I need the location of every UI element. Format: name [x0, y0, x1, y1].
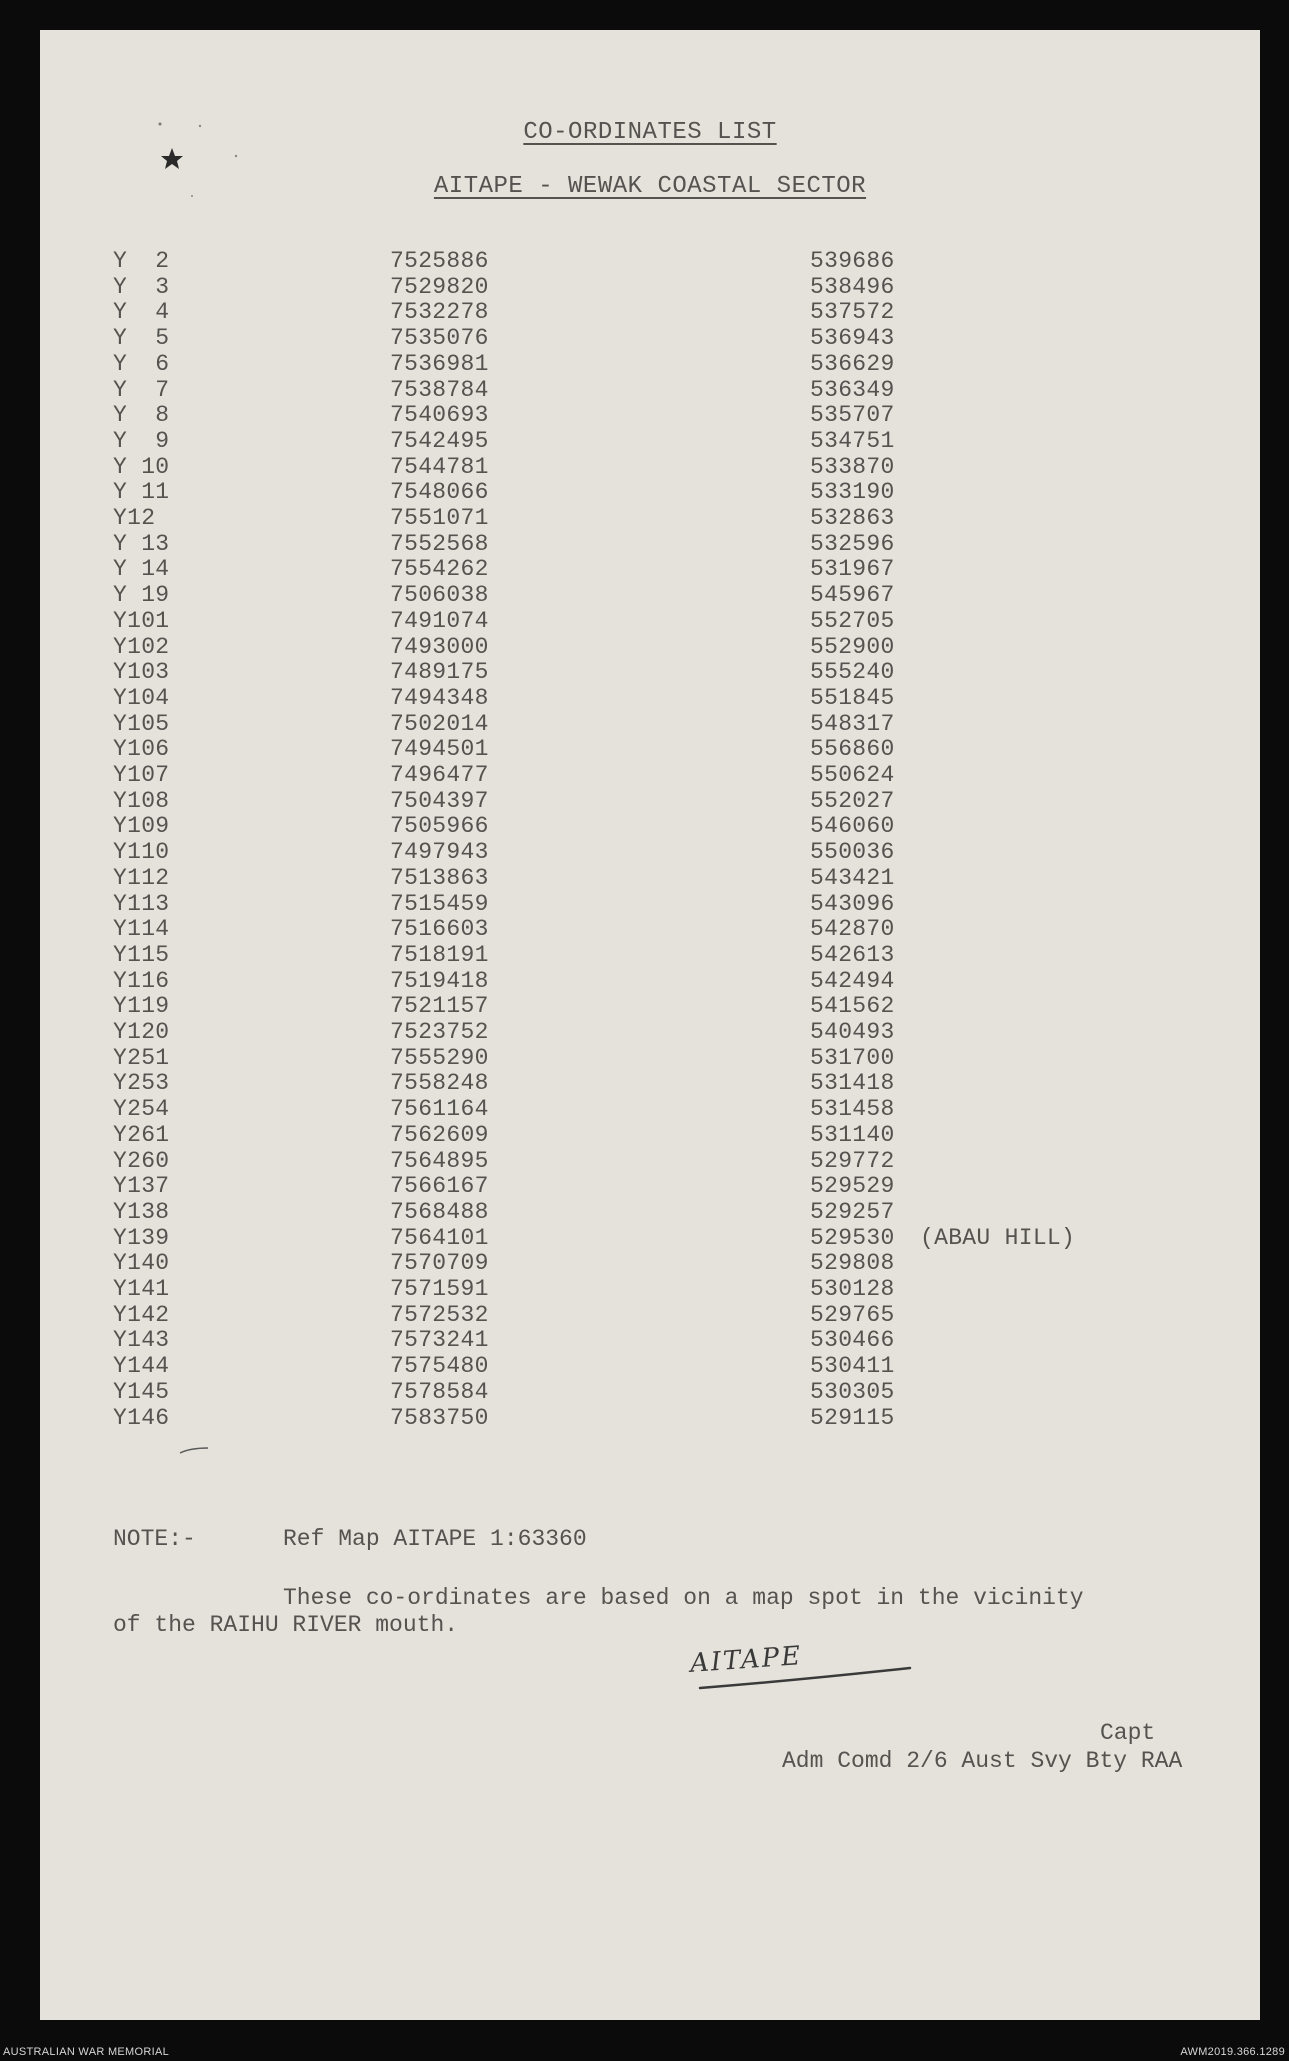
easting-value: 7497943 [390, 839, 489, 866]
easting-value: 7523752 [390, 1019, 489, 1045]
northing-value: 533190 [810, 479, 895, 506]
easting-value: 7555290 [390, 1044, 489, 1071]
northing-value: 541562 [810, 993, 895, 1020]
point-id: Y260 [113, 1147, 170, 1174]
northing-value: 543421 [810, 864, 895, 891]
point-id: Y104 [113, 684, 170, 711]
row-annotation: (ABAU HILL) [920, 1224, 1076, 1251]
northing-value: 550624 [810, 762, 895, 788]
northing-value: 529529 [810, 1173, 895, 1200]
point-id: Y144 [113, 1353, 170, 1380]
northing-value: 535707 [810, 402, 895, 429]
easting-value: 7552568 [390, 530, 489, 557]
northing-value: 532596 [810, 530, 895, 557]
easting-value: 7505966 [390, 813, 489, 840]
northing-value: 531418 [810, 1070, 895, 1097]
point-id: Y112 [113, 864, 170, 891]
northing-value: 531458 [810, 1096, 895, 1123]
northing-value: 529808 [810, 1250, 895, 1277]
point-id: Y113 [113, 890, 170, 917]
northing-value: 550036 [810, 839, 895, 866]
point-id: Y12 [113, 505, 156, 531]
point-id: Y110 [113, 839, 170, 866]
northing-value: 533870 [810, 453, 895, 480]
easting-value: 7572532 [390, 1301, 489, 1328]
northing-value: 532863 [810, 505, 895, 531]
northing-value: 529765 [810, 1301, 895, 1328]
easting-value: 7551071 [390, 505, 489, 531]
easting-value: 7513863 [390, 864, 489, 891]
point-id: Y 4 [113, 299, 170, 326]
easting-value: 7566167 [390, 1173, 489, 1200]
document-title: CO-ORDINATES LIST [523, 119, 777, 146]
easting-value: 7570709 [390, 1250, 489, 1277]
northing-value: 555240 [810, 659, 895, 686]
point-id: Y114 [113, 916, 170, 943]
northing-value: 537572 [810, 299, 895, 326]
point-id: Y108 [113, 787, 170, 814]
northing-value: 552027 [810, 787, 895, 814]
point-id: Y102 [113, 633, 170, 660]
northing-value: 536943 [810, 325, 895, 352]
easting-value: 7493000 [390, 633, 489, 660]
easting-value: 7548066 [390, 479, 489, 506]
point-id: Y 11 [113, 479, 170, 506]
easting-value: 7583750 [390, 1404, 489, 1431]
easting-value: 7554262 [390, 556, 489, 583]
easting-value: 7494501 [390, 736, 489, 763]
northing-value: 530305 [810, 1378, 895, 1405]
easting-value: 7536981 [390, 350, 489, 377]
northing-value: 548317 [810, 710, 895, 737]
easting-value: 7535076 [390, 325, 489, 352]
point-id: Y251 [113, 1044, 170, 1071]
easting-value: 7562609 [390, 1121, 489, 1148]
note-reference-map: Ref Map AITAPE 1:63360 [283, 1526, 587, 1552]
point-id: Y 8 [113, 402, 170, 429]
easting-value: 7518191 [390, 941, 489, 968]
point-id: Y116 [113, 967, 170, 994]
point-id: Y101 [113, 607, 170, 634]
note-text-line-1: These co-ordinates are based on a map spot in the vicinity [283, 1585, 1084, 1611]
northing-value: 534751 [810, 427, 895, 454]
document-subtitle: AITAPE - WEWAK COASTAL SECTOR [433, 173, 867, 200]
northing-value: 543096 [810, 890, 895, 917]
paper-marks [40, 30, 1260, 2020]
easting-value: 7568488 [390, 1198, 489, 1225]
point-id: Y107 [113, 762, 170, 788]
northing-value: 536629 [810, 350, 895, 377]
point-id: Y 13 [113, 530, 170, 557]
easting-value: 7502014 [390, 710, 489, 737]
footer-institution: AUSTRALIAN WAR MEMORIAL [3, 2046, 170, 2058]
point-id: Y 9 [113, 427, 170, 454]
easting-value: 7578584 [390, 1378, 489, 1405]
point-id: Y261 [113, 1121, 170, 1148]
easting-value: 7532278 [390, 299, 489, 326]
point-id: Y 2 [113, 248, 170, 274]
easting-value: 7564895 [390, 1147, 489, 1174]
northing-value: 529257 [810, 1198, 895, 1225]
northing-value: 530128 [810, 1276, 895, 1302]
point-id: Y140 [113, 1250, 170, 1277]
point-id: Y138 [113, 1198, 170, 1225]
easting-value: 7504397 [390, 787, 489, 814]
handwritten-annotation: AITAPE [689, 1641, 804, 1679]
point-id: Y254 [113, 1096, 170, 1123]
easting-value: 7542495 [390, 427, 489, 454]
note-label: NOTE:- [113, 1526, 196, 1552]
northing-value: 530466 [810, 1327, 895, 1354]
easting-value: 7544781 [390, 453, 489, 480]
easting-value: 7489175 [390, 659, 489, 686]
northing-value: 546060 [810, 813, 895, 840]
northing-value: 551845 [810, 684, 895, 711]
point-id: Y 5 [113, 325, 170, 352]
point-id: Y120 [113, 1019, 170, 1045]
northing-value: 538496 [810, 273, 895, 300]
northing-value: 529115 [810, 1404, 895, 1431]
easting-value: 7521157 [390, 993, 489, 1020]
northing-value: 542494 [810, 967, 895, 994]
easting-value: 7573241 [390, 1327, 489, 1354]
easting-value: 7529820 [390, 273, 489, 300]
point-id: Y253 [113, 1070, 170, 1097]
easting-value: 7571591 [390, 1276, 489, 1302]
point-id: Y 6 [113, 350, 170, 377]
note-text-line-2: of the RAIHU RIVER mouth. [113, 1612, 459, 1638]
northing-value: 542613 [810, 941, 895, 968]
point-id: Y103 [113, 659, 170, 686]
northing-value: 536349 [810, 376, 895, 403]
document-page [40, 30, 1260, 2020]
easting-value: 7575480 [390, 1353, 489, 1380]
northing-value: 556860 [810, 736, 895, 763]
northing-value: 529530 [810, 1224, 895, 1251]
point-id: Y137 [113, 1173, 170, 1200]
footer-reference-number: AWM2019.366.1289 [1180, 2046, 1285, 2058]
easting-value: 7561164 [390, 1096, 489, 1123]
signature-unit: Adm Comd 2/6 Aust Svy Bty RAA [782, 1748, 1183, 1774]
northing-value: 545967 [810, 582, 895, 609]
point-id: Y115 [113, 941, 170, 968]
northing-value: 539686 [810, 248, 895, 274]
point-id: Y139 [113, 1224, 170, 1251]
easting-value: 7540693 [390, 402, 489, 429]
easting-value: 7515459 [390, 890, 489, 917]
easting-value: 7525886 [390, 248, 489, 274]
point-id: Y109 [113, 813, 170, 840]
point-id: Y 19 [113, 582, 170, 609]
northing-value: 530411 [810, 1353, 895, 1380]
northing-value: 531700 [810, 1044, 895, 1071]
point-id: Y 14 [113, 556, 170, 583]
easting-value: 7491074 [390, 607, 489, 634]
easting-value: 7494348 [390, 684, 489, 711]
point-id: Y 10 [113, 453, 170, 480]
easting-value: 7496477 [390, 762, 489, 788]
point-id: Y146 [113, 1404, 170, 1431]
point-id: Y119 [113, 993, 170, 1020]
easting-value: 7558248 [390, 1070, 489, 1097]
point-id: Y143 [113, 1327, 170, 1354]
point-id: Y106 [113, 736, 170, 763]
northing-value: 542870 [810, 916, 895, 943]
point-id: Y142 [113, 1301, 170, 1328]
northing-value: 531140 [810, 1121, 895, 1148]
northing-value: 531967 [810, 556, 895, 583]
point-id: Y145 [113, 1378, 170, 1405]
signature-rank: Capt [1100, 1720, 1156, 1746]
easting-value: 7516603 [390, 916, 489, 943]
point-id: Y141 [113, 1276, 170, 1302]
northing-value: 529772 [810, 1147, 895, 1174]
northing-value: 540493 [810, 1019, 895, 1045]
northing-value: 552705 [810, 607, 895, 634]
point-id: Y105 [113, 710, 170, 737]
point-id: Y 3 [113, 273, 170, 300]
easting-value: 7564101 [390, 1224, 489, 1251]
point-id: Y 7 [113, 376, 170, 403]
northing-value: 552900 [810, 633, 895, 660]
easting-value: 7519418 [390, 967, 489, 994]
staple-hole-mark [159, 123, 238, 198]
easting-value: 7538784 [390, 376, 489, 403]
easting-value: 7506038 [390, 582, 489, 609]
